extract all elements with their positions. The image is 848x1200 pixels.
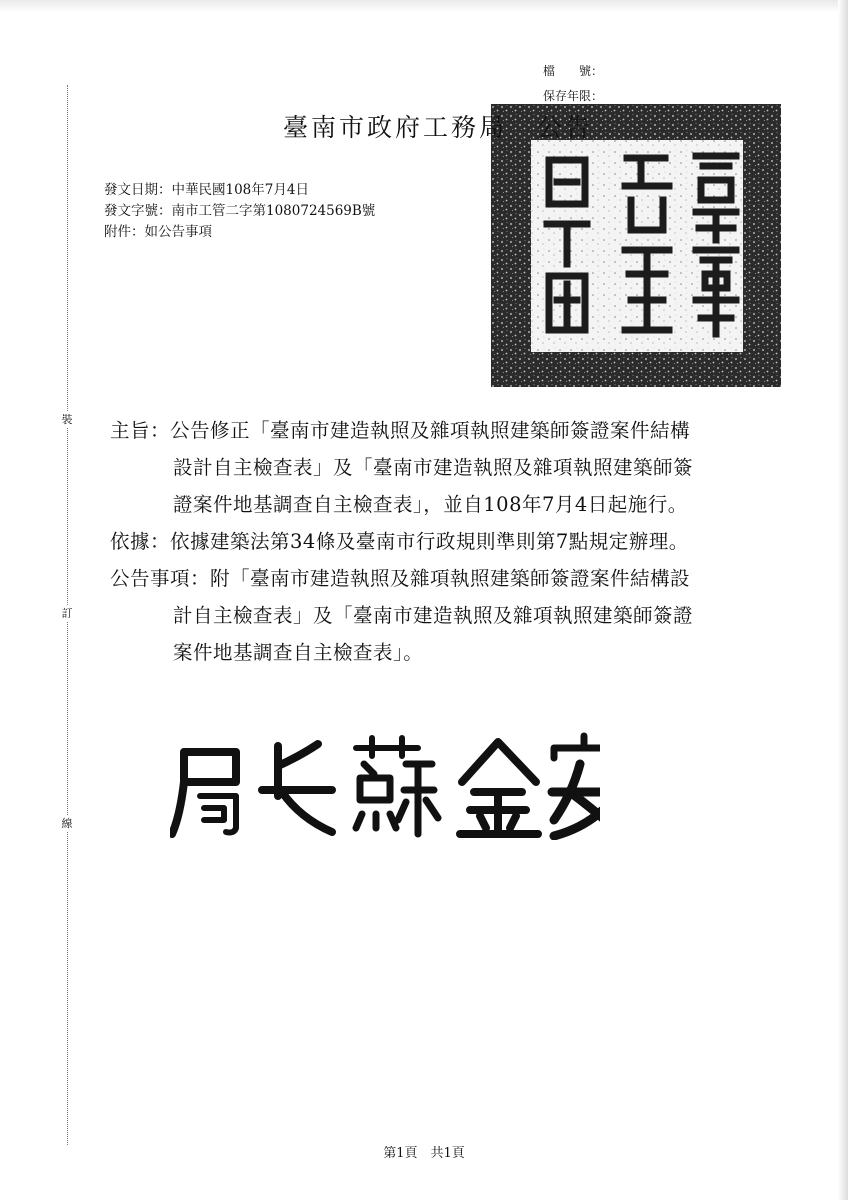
binding-mark-bottom: 線 [59, 816, 75, 832]
issue-date: 發文日期：中華民國108年7月4日 [104, 182, 309, 198]
announcement-line-1: 公告事項：附「臺南市建造執照及雜項執照建築師簽證案件結構設 [110, 567, 691, 590]
attachment-note: 附件：如公告事項 [104, 224, 212, 240]
issuing-organization: 臺南市政府工務局 [283, 113, 508, 142]
scan-edge-top [0, 0, 848, 12]
subject-line-1: 主旨：公告修正「臺南市建造執照及雜項執照建築師簽證案件結構 [110, 419, 691, 442]
announcement-line-2: 計自主檢查表」及「臺南市建造執照及雜項執照建築師簽證 [173, 604, 694, 627]
director-signature [170, 730, 600, 840]
announcement-line-3: 案件地基調查自主檢查表」。 [173, 641, 424, 664]
official-seal-stamp [491, 104, 781, 387]
document-type: 公告 [537, 113, 594, 142]
page-number: 第1頁 共1頁 [383, 1146, 465, 1161]
issue-number: 發文字號：南市工管二字第1080724569B號 [104, 203, 376, 219]
basis-line: 依據：依據建築法第34條及臺南市行政規則準則第7點規定辦理。 [110, 530, 689, 553]
subject-line-3: 證案件地基調查自主檢查表」，並自108年7月4日起施行。 [173, 493, 688, 516]
binding-mark-middle: 訂 [59, 606, 75, 622]
file-number-label: 檔 號： [543, 64, 604, 78]
retention-period-label: 保存年限： [543, 89, 604, 103]
binding-mark-top: 裝 [59, 412, 75, 428]
subject-line-2: 設計自主檢查表」及「臺南市建造執照及雜項執照建築師簽 [173, 456, 694, 479]
document-header [283, 108, 593, 144]
scan-edge-right [838, 0, 848, 1200]
